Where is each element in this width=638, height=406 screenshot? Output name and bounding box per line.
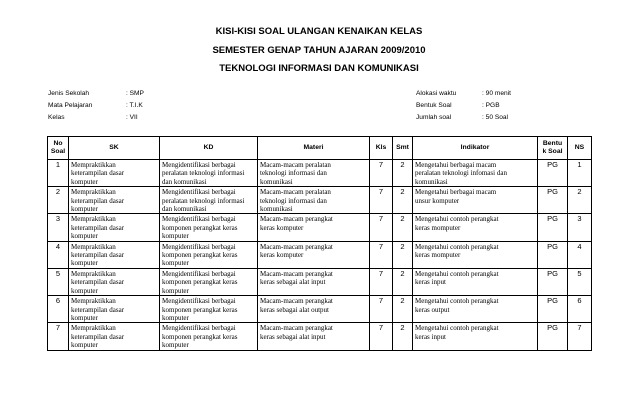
cell-sk-line: komputer bbox=[71, 232, 98, 241]
meta-row-alokasi-waktu bbox=[416, 88, 511, 100]
cell-smt: 2 bbox=[393, 296, 413, 323]
cell-bentuk-soal: PG bbox=[538, 296, 568, 323]
cell-indikator-line: keras input bbox=[415, 278, 446, 287]
cell-kd-line: peralatan teknologi informasi bbox=[162, 196, 245, 205]
cell-sk-line: Mempraktikkan bbox=[71, 324, 116, 333]
meta-row-mata-pelajaran bbox=[48, 100, 144, 112]
table-row bbox=[48, 241, 592, 268]
meta-row-bentuk-soal bbox=[416, 100, 511, 112]
cell-smt: 2 bbox=[393, 160, 413, 187]
kisi-kisi-table bbox=[47, 136, 592, 351]
cell-kd-line: Mengidentifikasi berbagai bbox=[162, 215, 236, 224]
cell-materi bbox=[258, 187, 370, 214]
cell-indikator bbox=[413, 323, 538, 350]
cell-kd-line: komponen perangkat keras bbox=[162, 305, 238, 314]
cell-materi bbox=[258, 268, 370, 295]
meta-row-kelas bbox=[48, 112, 144, 124]
cell-sk-line: Mempraktikkan bbox=[71, 161, 116, 169]
meta-value: : PGB bbox=[482, 102, 500, 109]
table-row bbox=[48, 323, 592, 350]
header-bentuk-soal bbox=[538, 137, 568, 160]
cell-materi-line: keras sebagai alat output bbox=[260, 305, 330, 314]
cell-kd-line: komponen perangkat keras bbox=[162, 278, 238, 287]
cell-ns: 1 bbox=[568, 160, 592, 187]
cell-indikator-line: Mengetahui berbagai macam bbox=[415, 188, 497, 197]
cell-materi-line: teknologi informasi dan bbox=[260, 169, 327, 178]
cell-sk-line: komputer bbox=[71, 341, 98, 350]
cell-no-soal: 7 bbox=[48, 323, 69, 350]
cell-kd-line: komponen perangkat keras bbox=[162, 332, 238, 341]
meta-row-jenis-sekolah bbox=[48, 88, 144, 100]
table-header-row bbox=[48, 137, 592, 160]
cell-materi-line: keras sebagai alat input bbox=[260, 332, 326, 341]
cell-sk bbox=[69, 187, 160, 214]
cell-no-soal: 6 bbox=[48, 296, 69, 323]
cell-indikator-line: komunikasi bbox=[415, 177, 448, 186]
cell-smt: 2 bbox=[393, 323, 413, 350]
cell-smt: 2 bbox=[393, 187, 413, 214]
cell-ns: 2 bbox=[568, 187, 592, 214]
cell-no-soal: 3 bbox=[48, 214, 69, 241]
cell-kd-line: dan komunikasi bbox=[162, 177, 207, 186]
cell-kd bbox=[160, 160, 258, 187]
cell-materi bbox=[258, 160, 370, 187]
document-title-line1: KISI-KISI SOAL ULANGAN KENAIKAN KELAS bbox=[215, 26, 423, 37]
cell-kd-line: komputer bbox=[162, 313, 189, 322]
header-no-line2: Soal bbox=[50, 148, 66, 155]
header-materi: Materi bbox=[258, 137, 370, 160]
cell-indikator bbox=[413, 214, 538, 241]
header-no-soal bbox=[48, 137, 69, 160]
header-bentuk-line2: k Soal bbox=[542, 148, 563, 155]
cell-bentuk-soal: PG bbox=[538, 241, 568, 268]
document-title-line3: TEKNOLOGI INFORMASI DAN KOMUNIKASI bbox=[219, 63, 419, 74]
table-row bbox=[48, 268, 592, 295]
cell-indikator-line: Mengetahui berbagai macam bbox=[415, 161, 497, 169]
cell-materi-line: Macam-macam peralatan bbox=[260, 161, 331, 169]
cell-sk bbox=[69, 160, 160, 187]
header-kls: Kls bbox=[370, 137, 393, 160]
cell-indikator-line: Mengetahui contoh perangkat bbox=[415, 324, 499, 333]
cell-sk-line: keterampilan dasar bbox=[71, 251, 125, 260]
cell-materi-line: Macam-macam perangkat bbox=[260, 242, 333, 251]
meta-value: : SMP bbox=[126, 90, 144, 97]
cell-kd-line: komputer bbox=[162, 259, 189, 268]
cell-bentuk-soal: PG bbox=[538, 160, 568, 187]
meta-label: Mata Pelajaran bbox=[48, 102, 93, 109]
cell-kd-line: dan komunikasi bbox=[162, 205, 207, 214]
cell-ns: 5 bbox=[568, 268, 592, 295]
table-row bbox=[48, 160, 592, 187]
cell-materi bbox=[258, 214, 370, 241]
meta-right-block bbox=[416, 88, 511, 124]
cell-bentuk-soal: PG bbox=[538, 268, 568, 295]
cell-sk-line: komputer bbox=[71, 313, 98, 322]
cell-indikator-line: keras output bbox=[415, 305, 450, 314]
cell-sk bbox=[69, 214, 160, 241]
cell-sk-line: komputer bbox=[71, 177, 98, 186]
cell-sk bbox=[69, 296, 160, 323]
cell-indikator bbox=[413, 187, 538, 214]
table-row bbox=[48, 296, 592, 323]
cell-materi bbox=[258, 296, 370, 323]
header-sk: SK bbox=[69, 137, 160, 160]
header-bentuk-line1: Bentu bbox=[542, 140, 563, 147]
cell-indikator-line: Mengetahui contoh perangkat bbox=[415, 297, 499, 306]
cell-materi-line: Macam-macam perangkat bbox=[260, 215, 333, 224]
meta-label: Bentuk Soal bbox=[416, 102, 452, 109]
table-row bbox=[48, 214, 592, 241]
cell-kls: 7 bbox=[370, 160, 393, 187]
cell-indikator-line: Mengetahui contoh perangkat bbox=[415, 215, 499, 224]
document-title-line2: SEMESTER GENAP TAHUN AJARAN 2009/2010 bbox=[212, 45, 426, 56]
cell-kd bbox=[160, 214, 258, 241]
cell-indikator bbox=[413, 268, 538, 295]
meta-row-jumlah-soal bbox=[416, 112, 511, 124]
cell-no-soal: 5 bbox=[48, 268, 69, 295]
cell-indikator-line: Mengetahui contoh perangkat bbox=[415, 242, 499, 251]
cell-sk-line: komputer bbox=[71, 205, 98, 214]
header-smt: Smt bbox=[393, 137, 413, 160]
cell-kd-line: komputer bbox=[162, 286, 189, 295]
cell-bentuk-soal: PG bbox=[538, 323, 568, 350]
cell-kls: 7 bbox=[370, 187, 393, 214]
cell-kls: 7 bbox=[370, 268, 393, 295]
meta-label: Jumlah soal bbox=[416, 114, 452, 121]
header-ns: NS bbox=[568, 137, 592, 160]
cell-kd-line: komputer bbox=[162, 341, 189, 350]
cell-sk-line: keterampilan dasar bbox=[71, 332, 125, 341]
cell-no-soal: 1 bbox=[48, 160, 69, 187]
cell-indikator bbox=[413, 160, 538, 187]
cell-kd-line: peralatan teknologi informasi bbox=[162, 169, 245, 178]
cell-indikator bbox=[413, 296, 538, 323]
cell-kd-line: Mengidentifikasi berbagai bbox=[162, 188, 236, 197]
cell-sk-line: Mempraktikkan bbox=[71, 215, 116, 224]
cell-sk bbox=[69, 323, 160, 350]
table-row bbox=[48, 187, 592, 214]
meta-label: Jenis Sekolah bbox=[48, 90, 90, 97]
cell-indikator-line: unsur komputer bbox=[415, 196, 460, 205]
cell-kd-line: Mengidentifikasi berbagai bbox=[162, 269, 236, 278]
meta-value: : VII bbox=[126, 114, 138, 121]
cell-sk bbox=[69, 241, 160, 268]
cell-sk-line: komputer bbox=[71, 259, 98, 268]
header-no-line1: No bbox=[53, 140, 63, 147]
cell-kls: 7 bbox=[370, 214, 393, 241]
cell-materi-line: keras komputer bbox=[260, 223, 304, 232]
cell-sk-line: Mempraktikkan bbox=[71, 188, 116, 197]
cell-materi-line: komunikasi bbox=[260, 177, 293, 186]
cell-indikator-line: keras momputer bbox=[415, 223, 461, 232]
header-kd: KD bbox=[160, 137, 258, 160]
meta-label: Kelas bbox=[48, 114, 65, 121]
meta-left-block bbox=[48, 88, 144, 124]
cell-ns: 6 bbox=[568, 296, 592, 323]
cell-sk-line: keterampilan dasar bbox=[71, 278, 125, 287]
cell-bentuk-soal: PG bbox=[538, 214, 568, 241]
cell-materi-line: Macam-macam perangkat bbox=[260, 297, 333, 306]
cell-kd bbox=[160, 241, 258, 268]
cell-kd bbox=[160, 268, 258, 295]
cell-kls: 7 bbox=[370, 323, 393, 350]
cell-smt: 2 bbox=[393, 214, 413, 241]
cell-kd bbox=[160, 187, 258, 214]
cell-materi-line: komunikasi bbox=[260, 205, 293, 214]
cell-materi-line: Macam-macam peralatan bbox=[260, 188, 331, 197]
cell-kd-line: komponen perangkat keras bbox=[162, 223, 238, 232]
cell-ns: 3 bbox=[568, 214, 592, 241]
cell-kd-line: komponen perangkat keras bbox=[162, 251, 238, 260]
meta-value: : 50 Soal bbox=[482, 114, 509, 121]
cell-sk-line: keterampilan dasar bbox=[71, 169, 125, 178]
cell-materi bbox=[258, 241, 370, 268]
cell-kls: 7 bbox=[370, 241, 393, 268]
cell-materi-line: Macam-macam perangkat bbox=[260, 324, 333, 333]
cell-no-soal: 2 bbox=[48, 187, 69, 214]
cell-smt: 2 bbox=[393, 268, 413, 295]
cell-sk-line: komputer bbox=[71, 286, 98, 295]
cell-bentuk-soal: PG bbox=[538, 187, 568, 214]
cell-indikator bbox=[413, 241, 538, 268]
meta-label: Alokasi waktu bbox=[416, 90, 457, 97]
cell-indikator-line: keras input bbox=[415, 332, 446, 341]
cell-indikator-line: keras momputer bbox=[415, 251, 461, 260]
cell-indikator-line: Mengetahui contoh perangkat bbox=[415, 269, 499, 278]
meta-value: : T.I.K bbox=[126, 102, 143, 109]
cell-materi bbox=[258, 323, 370, 350]
cell-sk-line: keterampilan dasar bbox=[71, 196, 125, 205]
cell-ns: 4 bbox=[568, 241, 592, 268]
cell-sk-line: Mempraktikkan bbox=[71, 242, 116, 251]
cell-kd-line: Mengidentifikasi berbagai bbox=[162, 242, 236, 251]
cell-sk-line: Mempraktikkan bbox=[71, 269, 116, 278]
cell-materi-line: keras sebagai alat input bbox=[260, 278, 326, 287]
meta-value: : 90 menit bbox=[482, 90, 511, 97]
cell-indikator-line: peralatan teknologi infomasi dan bbox=[415, 169, 507, 178]
cell-kd-line: Mengidentifikasi berbagai bbox=[162, 324, 236, 333]
cell-kd-line: komputer bbox=[162, 232, 189, 241]
cell-kd bbox=[160, 323, 258, 350]
cell-sk-line: Mempraktikkan bbox=[71, 297, 116, 306]
cell-materi-line: keras komputer bbox=[260, 251, 304, 260]
cell-no-soal: 4 bbox=[48, 241, 69, 268]
cell-sk-line: keterampilan dasar bbox=[71, 305, 125, 314]
cell-materi-line: Macam-macam perangkat bbox=[260, 269, 333, 278]
cell-kd-line: Mengidentifikasi berbagai bbox=[162, 161, 236, 169]
cell-materi-line: teknologi informasi dan bbox=[260, 196, 327, 205]
header-indikator: Indikator bbox=[413, 137, 538, 160]
cell-sk-line: keterampilan dasar bbox=[71, 223, 125, 232]
cell-sk bbox=[69, 268, 160, 295]
cell-kls: 7 bbox=[370, 296, 393, 323]
cell-kd-line: Mengidentifikasi berbagai bbox=[162, 297, 236, 306]
cell-ns: 7 bbox=[568, 323, 592, 350]
cell-smt: 2 bbox=[393, 241, 413, 268]
cell-kd bbox=[160, 296, 258, 323]
